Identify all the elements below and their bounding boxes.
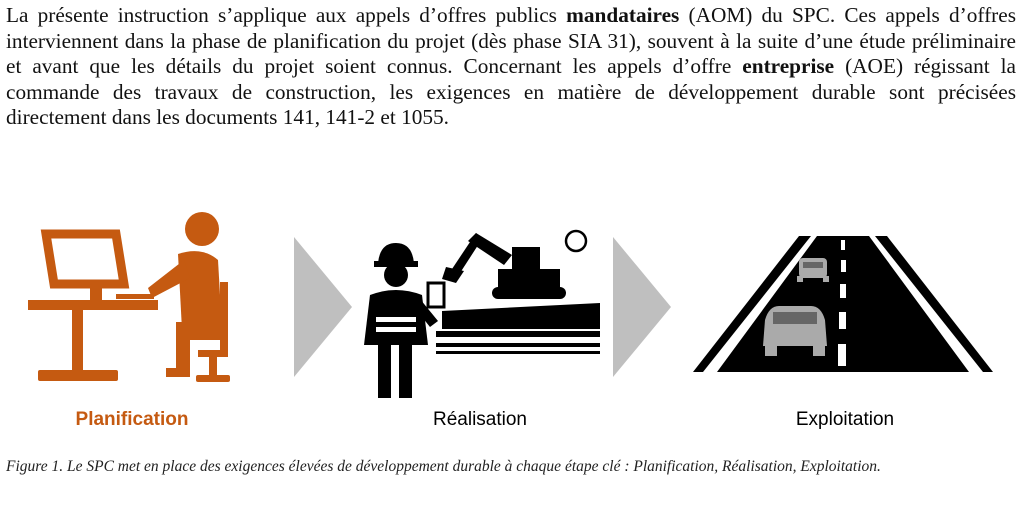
chevron-arrow-icon <box>294 237 352 377</box>
figure-caption: Figure 1. Le SPC met en place des exigences élevées de développement durable à chaque étape clé : Planification, Réalisation, Exploitation. <box>6 458 881 475</box>
stage-label-planification: Planification <box>75 409 189 430</box>
construction-worker-icon <box>364 225 614 400</box>
road-icon <box>693 236 993 376</box>
intro-paragraph <box>6 3 1016 131</box>
paragraph-text-2: (AOM) du SPC. Ces appels d’offres interviennent dans la phase de planification du projet (dès phase SIA 31), souvent à la suite d’une étude préliminaire et avant que les détails du projet soient connus. Concernant les appels d’offre <box>6 3 1016 78</box>
paragraph-text-3: (AOE) régissant la commande des travaux de construction, les exigences en matière de développement durable sont précisées directement dans les documents 141, 141-2 et 1055. <box>6 54 1017 129</box>
chevron-arrow-icon <box>613 237 671 377</box>
stage-label-exploitation: Exploitation <box>795 409 895 430</box>
paragraph-text-1: La présente instruction s’applique aux appels d’offres publics <box>6 3 567 27</box>
paragraph-bold-entreprise: entreprise <box>742 54 835 78</box>
person-at-desk-icon <box>28 212 238 392</box>
stage-label-realisation: Réalisation <box>433 409 527 430</box>
paragraph-bold-mandataires: mandataires <box>566 3 680 27</box>
